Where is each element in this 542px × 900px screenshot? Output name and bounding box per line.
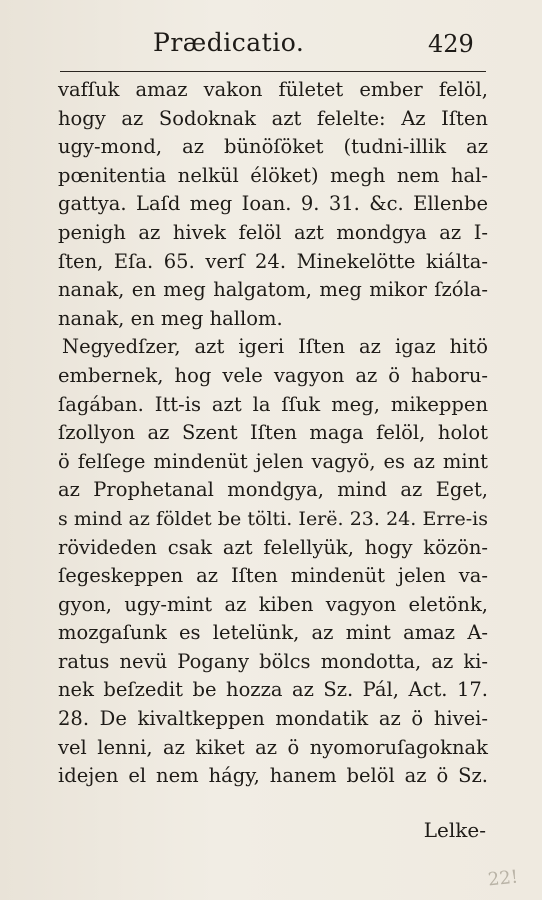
page-header bbox=[0, 26, 542, 70]
text-line: ratus nevü Pogany bölcs mondotta, az ki- bbox=[58, 649, 488, 673]
text-line: embernek, hog vele vagyon az ö haboru- bbox=[58, 363, 488, 387]
text-line: hogy az Sodoknak azt felelte: Az Iſten bbox=[58, 106, 488, 130]
body-text bbox=[58, 76, 488, 791]
running-title: Prædicatio. bbox=[153, 28, 305, 57]
text-line: ugy-mond, az bünöſöket (tudni-illik az bbox=[58, 135, 488, 159]
text-line: nanak, en meg hallom. bbox=[58, 306, 283, 330]
catchword: Lelke- bbox=[423, 818, 486, 842]
text-line: az Prophetanal mondgya, mind az Eget, bbox=[58, 478, 488, 502]
page-number: 429 bbox=[428, 30, 474, 58]
signature-mark: 22! bbox=[486, 866, 520, 891]
text-line: vel lenni, az kiket az ö nyomoruſagoknak bbox=[58, 735, 488, 759]
text-line: pœnitentia nelkül élöket) megh nem hal- bbox=[58, 163, 488, 187]
text-line: mozgaſunk es letelünk, az mint amaz A- bbox=[58, 621, 488, 645]
text-line: penigh az hivek felöl azt mondgya az I- bbox=[58, 220, 488, 244]
text-line: nanak, en meg halgatom, meg mikor ſzóla- bbox=[58, 278, 488, 302]
text-line: vafſuk amaz vakon fületet ember felöl, bbox=[58, 78, 488, 101]
text-line: Negyedſzer, azt igeri Iſten az igaz hitö bbox=[62, 335, 488, 359]
text-line: s mind az földet be tölti. Ierë. 23. 24. Erre-is bbox=[58, 507, 488, 530]
text-line: rövideden csak azt felellyük, hogy közön- bbox=[58, 535, 488, 559]
text-line: ſegeskeppen az Iſten mindenüt jelen va- bbox=[58, 564, 488, 588]
text-line: gyon, ugy-mint az kiben vagyon eletönk, bbox=[58, 592, 488, 616]
text-line: ſagában. Itt-is azt la ſſuk meg, mikeppen bbox=[58, 392, 488, 416]
text-line: nek beſzedit be hozza az Sz. Pál, Act. 17. bbox=[58, 678, 488, 702]
text-line: gattya. Laſd meg Ioan. 9. 31. &c. Ellenbe bbox=[58, 192, 488, 216]
header-rule bbox=[60, 71, 486, 72]
text-line: ſzollyon az Szent Iſten maga felöl, holot bbox=[58, 421, 488, 445]
text-line: ö felſege mindenüt jelen vagyö, es az mint bbox=[58, 449, 488, 473]
text-line: idejen el nem hágy, hanem belöl az ö Sz. bbox=[58, 764, 488, 788]
text-line: 28. De kivaltkeppen mondatik az ö hivei- bbox=[58, 707, 488, 731]
text-line: ſten, Eſa. 65. verſ 24. Minekelötte kiálta- bbox=[58, 249, 488, 273]
